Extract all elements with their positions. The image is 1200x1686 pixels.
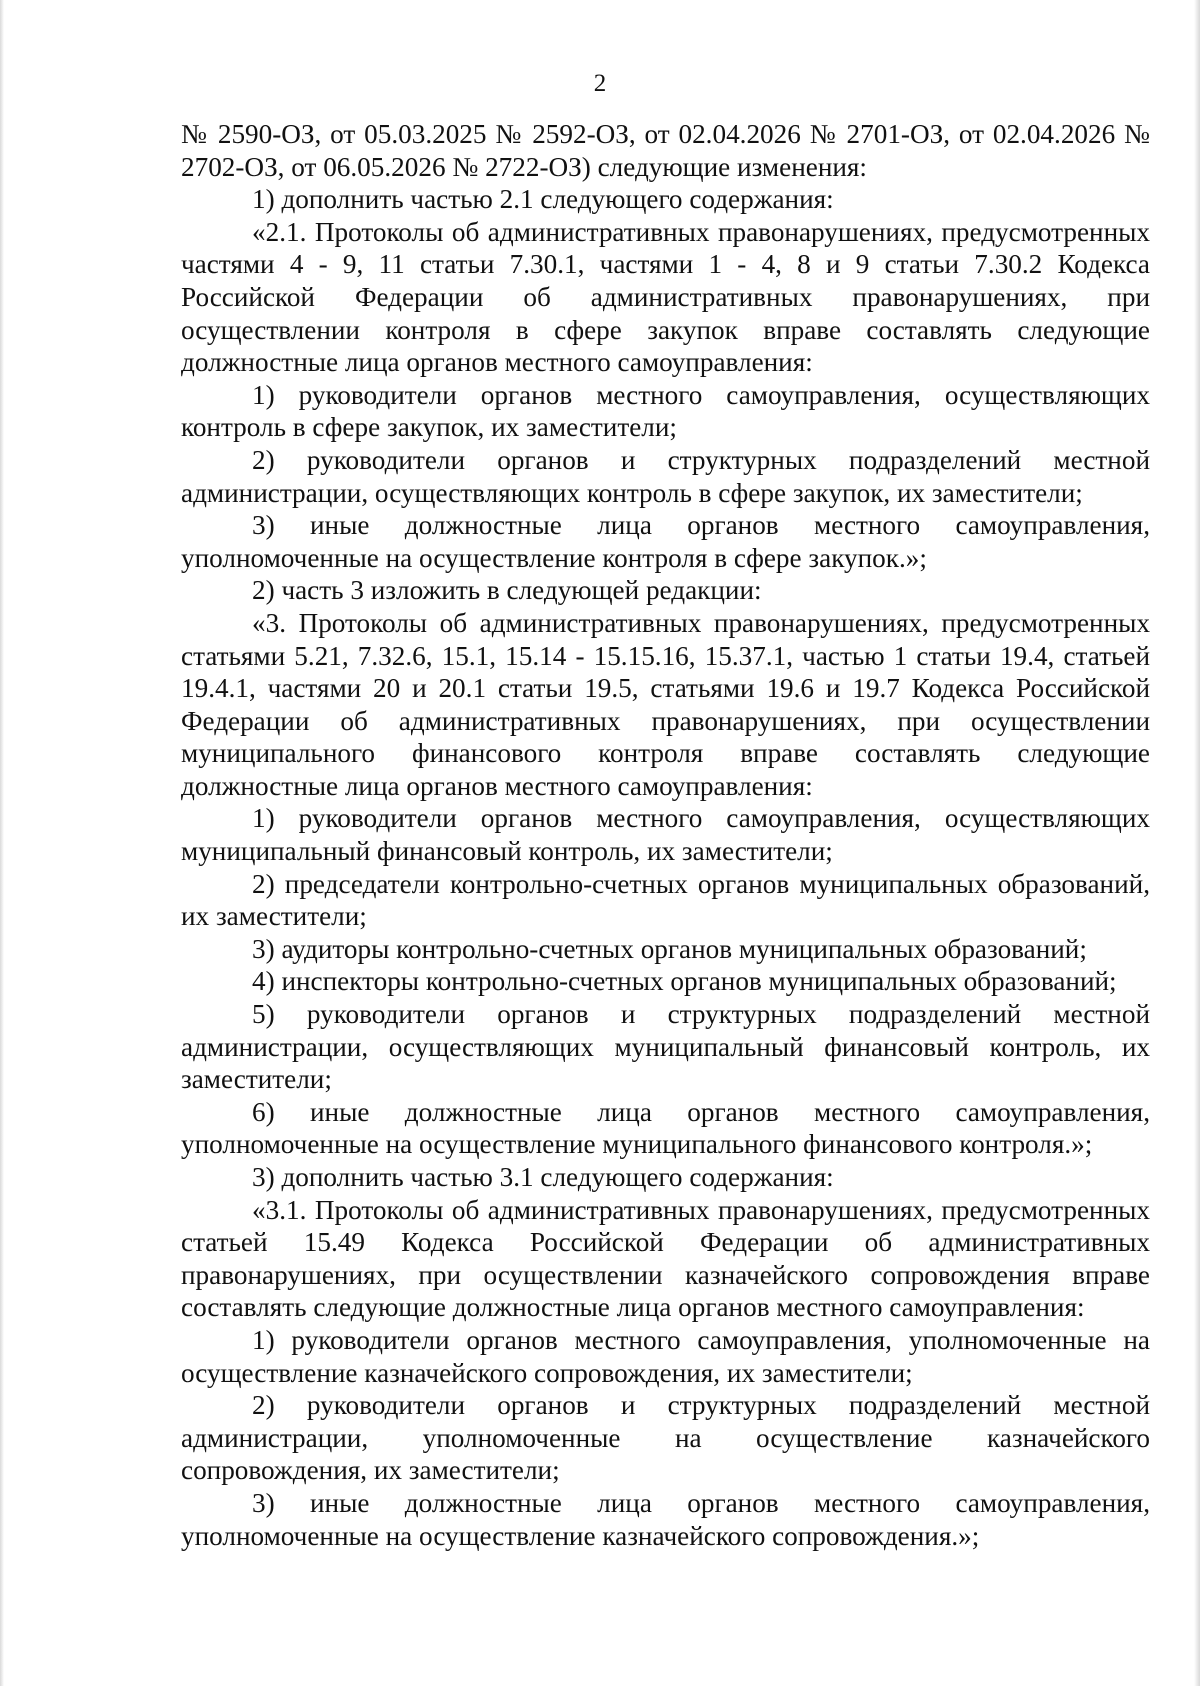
paragraph: «2.1. Протоколы об административных правонарушениях, предусмотренных частями 4 - 9, 11 статьи 7.30.1, частями 1 - 4, 8 и 9 статьи 7.30.2 Кодекса Российской Федерации об административных правонарушениях, при осуществлении контроля в сфере закупок вправе составлять следующие должностные лица органов местного самоуправления: — [181, 216, 1150, 378]
paragraph: 3) иные должностные лица органов местного самоуправления, уполномоченные на осуществление казначейского сопровождения.»; — [181, 1487, 1150, 1551]
paragraph: 1) руководители органов местного самоуправления, уполномоченные на осуществление казначейского сопровождения, их заместители; — [181, 1324, 1150, 1388]
document-body — [181, 118, 1150, 1552]
paragraph: 2) руководители органов и структурных подразделений местной администрации, осуществляющих контроль в сфере закупок, их заместители; — [181, 444, 1150, 508]
paragraph: 1) руководители органов местного самоуправления, осуществляющих муниципальный финансовый контроль, их заместители; — [181, 803, 1150, 867]
paragraph: 2) часть 3 изложить в следующей редакции: — [252, 575, 762, 606]
paragraph: 3) аудиторы контрольно-счетных органов муниципальных образований; — [252, 933, 1087, 964]
scan-edge-left — [0, 0, 4, 1686]
paragraph: 1) дополнить частью 2.1 следующего содержания: — [252, 184, 834, 215]
paragraph: № 2590-ОЗ, от 05.03.2025 № 2592-ОЗ, от 02.04.2026 № 2701-ОЗ, от 02.04.2026 № 2702-ОЗ, от 06.05.2026 № 2722-ОЗ) следующие изменения: — [181, 119, 1150, 182]
paragraph: «3.1. Протоколы об административных правонарушениях, предусмотренных статьей 15.49 Кодекса Российской Федерации об административных правонарушениях, при осуществлении казначейского сопровождения вправе составлять следующие должностные лица органов местного самоуправления: — [181, 1194, 1150, 1323]
paragraph: 3) иные должностные лица органов местного самоуправления, уполномоченные на осуществление контроля в сфере закупок.»; — [181, 510, 1150, 573]
paragraph: 1) руководители органов местного самоуправления, осуществляющих контроль в сфере закупок, их заместители; — [181, 379, 1150, 443]
paragraph: «3. Протоколы об административных правонарушениях, предусмотренных статьями 5.21, 7.32.6, 15.1, 15.14 - 15.15.16, 15.37.1, частью 1 статьи 19.4, статьей 19.4.1, частями 20 и 20.1 статьи 19.5, статьями 19.6 и 19.7 Кодекса Российской Федерации об административных правонарушениях, при осуществлении муниципального финансового контроля вправе составлять следующие должностные лица органов местного самоуправления: — [181, 607, 1150, 801]
paragraph: 5) руководители органов и структурных подразделений местной администрации, осуществляющих муниципальный финансовый контроль, их заместители; — [181, 999, 1150, 1095]
paragraph: 2) председатели контрольно-счетных органов муниципальных образований, их заместители; — [181, 868, 1150, 932]
paragraph: 6) иные должностные лица органов местного самоуправления, уполномоченные на осуществление муниципального финансового контроля.»; — [181, 1096, 1150, 1160]
paragraph: 2) руководители органов и структурных подразделений местной администрации, уполномоченные на осуществление казначейского сопровождения, их заместители; — [181, 1390, 1150, 1486]
paragraph: 3) дополнить частью 3.1 следующего содержания: — [252, 1162, 834, 1192]
page-number: 2 — [593, 70, 607, 97]
scan-edge-right — [1194, 0, 1200, 1686]
paragraph: 4) инспекторы контрольно-счетных органов муниципальных образований; — [252, 966, 1117, 997]
